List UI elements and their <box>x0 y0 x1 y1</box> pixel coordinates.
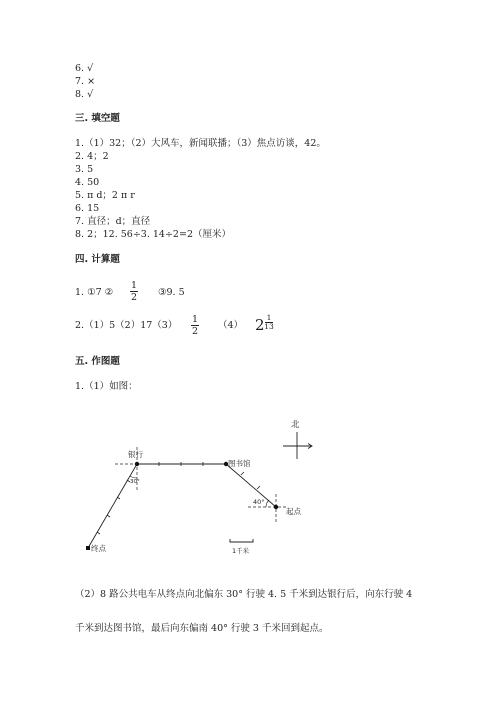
s5-q1-label: 1.（1）如图： <box>75 381 138 392</box>
s3-line-8: 8. 2；12. 56÷3. 14÷2=2（厘米） <box>75 229 231 240</box>
s3-line-7: 7. 直径；d；直径 <box>75 216 151 227</box>
scale-bar <box>230 539 253 542</box>
s4-q2-mid: （4） <box>218 320 244 331</box>
answer-8: 8. √ <box>75 89 94 100</box>
answer-6: 6. √ <box>75 63 94 74</box>
s4-q2-prefix: 2.（1）5（2）17（3） <box>75 320 178 331</box>
s4-q1-frac-den: 2 <box>130 292 138 303</box>
bank-point <box>135 462 139 466</box>
s5-answer-line-1: （2）8 路公共电车从终点向北偏东 30° 行驶 4. 5 千米到达银行后，向东行驶 4 <box>75 589 413 600</box>
scale-label: 1千米 <box>232 547 250 555</box>
s4-q2-frac-den: 2 <box>191 326 199 337</box>
s3-line-4: 4. 50 <box>75 177 100 188</box>
start-point <box>274 505 278 509</box>
section5-title: 五. 作图题 <box>75 356 120 367</box>
s5-answer-line-2: 千米到达图书馆，最后向东偏南 40° 行驶 3 千米回到起点。 <box>75 623 329 634</box>
section3-title: 三. 填空题 <box>75 113 120 124</box>
s3-line-6: 6. 15 <box>75 203 100 214</box>
end-label: 终点 <box>91 544 106 553</box>
end-point <box>86 546 90 550</box>
s3-line-2: 2. 4；2 <box>75 151 109 162</box>
library-label: 图书馆 <box>228 459 251 468</box>
s3-line-3: 3. 5 <box>75 164 94 175</box>
angle-30-arc <box>130 476 137 478</box>
s4-q2-mixed-num: 1 <box>266 313 272 322</box>
s4-q1-frac-num: 1 <box>130 280 138 291</box>
angle-40-label: 40° <box>253 498 265 506</box>
section4-title: 四. 计算题 <box>75 254 120 265</box>
s4-q1-suffix: ③9. 5 <box>158 287 185 298</box>
s3-line-1: 1.（1）32；（2）大风车，新闻联播；（3）焦点访谈，42。 <box>75 138 326 149</box>
s4-q2-mixed-whole: 2 <box>255 316 265 334</box>
bank-label: 银行 <box>128 450 143 459</box>
answer-7: 7. × <box>75 76 96 87</box>
north-label: 北 <box>291 420 300 430</box>
route-end-bank <box>88 464 137 548</box>
s3-line-5: 5. π d；2 π r <box>75 190 135 201</box>
s4-q2-frac-num: 1 <box>191 314 199 325</box>
s4-q2-mixed-den: 13 <box>264 322 274 331</box>
s4-q1-prefix: 1. ①7 ② <box>75 287 114 298</box>
angle-30-label: 30° <box>130 479 140 485</box>
start-label: 起点 <box>286 507 301 516</box>
